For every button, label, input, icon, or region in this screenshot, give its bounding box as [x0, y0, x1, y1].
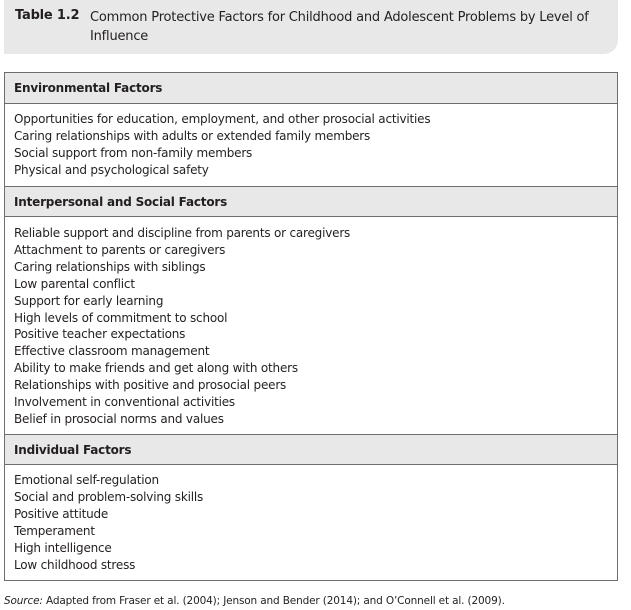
section-heading: Environmental Factors [14, 81, 163, 95]
list-item: Positive teacher expectations [14, 327, 186, 342]
section-header-environmental [5, 73, 617, 104]
table-number: Table 1.2 [15, 8, 80, 23]
list-item: Involvement in conventional activities [14, 395, 235, 410]
section-heading: Interpersonal and Social Factors [14, 195, 228, 209]
section-items-interpersonal [14, 225, 609, 428]
protective-factors-table [4, 72, 618, 581]
list-item: Temperament [14, 523, 95, 538]
list-item: Relationships with positive and prosocial peers [14, 378, 287, 393]
source-label: Source: [4, 595, 43, 607]
list-item: High levels of commitment to school [14, 310, 228, 325]
list-item: Belief in prosocial norms and values [14, 411, 224, 426]
section-items-individual [14, 472, 609, 573]
list-item: Effective classroom management [14, 344, 210, 359]
list-item: Low parental conflict [14, 276, 135, 291]
section-header-individual [5, 434, 617, 465]
section-items-environmental [14, 111, 609, 179]
source-note [4, 595, 505, 607]
list-item: Ability to make friends and get along with others [14, 361, 298, 376]
table-title: Common Protective Factors for Childhood and Adolescent Problems by Level of Influence [90, 10, 589, 44]
list-item: Physical and psychological safety [14, 162, 209, 177]
section-header-interpersonal [5, 186, 617, 217]
list-item: Reliable support and discipline from parents or caregivers [14, 226, 351, 240]
table-caption [4, 0, 618, 54]
source-text: Adapted from Fraser et al. (2004); Jenson and Bender (2014); and O’Connell et al. (2009). [42, 595, 505, 607]
list-item: Social support from non-family members [14, 145, 253, 160]
list-item: High intelligence [14, 540, 112, 555]
list-item: Emotional self-regulation [14, 473, 159, 487]
list-item: Attachment to parents or caregivers [14, 242, 226, 257]
list-item: Caring relationships with siblings [14, 259, 206, 274]
list-item: Low childhood stress [14, 557, 136, 572]
list-item: Positive attitude [14, 506, 109, 521]
list-item: Opportunities for education, employment, and other prosocial activities [14, 112, 431, 126]
section-heading: Individual Factors [14, 443, 132, 457]
list-item: Caring relationships with adults or extended family members [14, 128, 371, 143]
list-item: Support for early learning [14, 293, 164, 308]
list-item: Social and problem-solving skills [14, 489, 204, 504]
